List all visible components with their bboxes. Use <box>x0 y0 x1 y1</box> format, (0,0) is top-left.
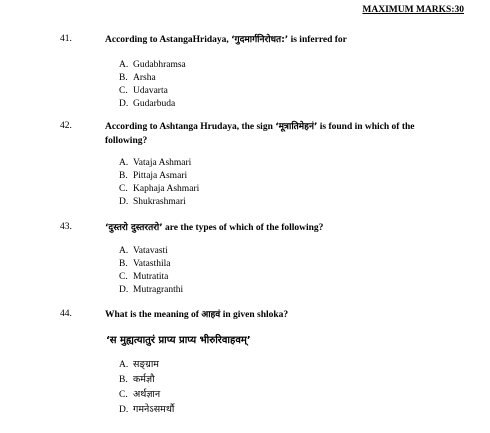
question-text <box>105 309 465 323</box>
option-a[interactable] <box>119 357 174 372</box>
options-list <box>119 59 186 111</box>
option-b[interactable] <box>119 372 174 387</box>
question-text-post: is found in which of the following? <box>105 122 415 146</box>
question-text <box>105 222 465 236</box>
option-a[interactable] <box>119 245 183 258</box>
option-letter: C. <box>119 86 128 96</box>
question-number: 42. <box>60 121 72 131</box>
option-text: Mutragranthi <box>133 285 184 295</box>
option-text: अर्थज्ञान <box>133 389 161 400</box>
question-text-post: in given shloka? <box>220 310 289 320</box>
option-text: Gudarbuda <box>133 99 176 109</box>
option-text: Gudabhramsa <box>133 60 186 70</box>
option-a[interactable] <box>119 59 186 72</box>
option-letter: A. <box>119 246 129 256</box>
question-sanskrit-term: ‘गुदमार्गनिरोधत:’ <box>231 35 289 45</box>
option-letter: A. <box>119 158 129 168</box>
question-text-post: are the types of which of the following? <box>162 223 324 233</box>
question-text <box>105 121 435 148</box>
question-text-post: is inferred for <box>288 35 347 45</box>
option-c[interactable] <box>119 183 199 196</box>
option-letter: A. <box>119 60 129 70</box>
shloka-text: ‘स मुह्यत्यातुरं प्राप्य प्राप्य भीरुरिवाहवम्’ <box>106 335 251 346</box>
option-c[interactable] <box>119 387 174 402</box>
question-number: 43. <box>60 222 72 232</box>
option-c[interactable] <box>119 271 183 284</box>
option-letter: B. <box>119 375 128 385</box>
option-text: कर्मज्ञौ <box>133 374 155 385</box>
option-letter: C. <box>119 390 128 400</box>
option-b[interactable] <box>119 170 199 183</box>
option-d[interactable] <box>119 284 183 297</box>
question-sanskrit-term: ‘मूत्रातिमेहनं’ <box>275 122 318 132</box>
option-text: Vatavasti <box>133 246 168 256</box>
option-c[interactable] <box>119 85 186 98</box>
options-list <box>119 357 174 417</box>
option-text: Mutratita <box>133 272 169 282</box>
option-d[interactable] <box>119 196 199 209</box>
question-text-pre: What is the meaning of <box>105 310 202 320</box>
option-letter: D. <box>119 285 129 295</box>
option-letter: D. <box>119 197 129 207</box>
option-letter: D. <box>119 99 129 109</box>
question-text-pre: According to Ashtanga Hrudaya, the sign <box>105 122 276 132</box>
option-text: Kaphaja Ashmari <box>133 184 200 194</box>
question-number: 41. <box>60 34 72 44</box>
option-a[interactable] <box>119 157 199 170</box>
option-b[interactable] <box>119 258 183 271</box>
option-text: Shukrashmari <box>133 197 186 207</box>
option-text: Vataja Ashmari <box>133 158 192 168</box>
options-list <box>119 245 183 297</box>
option-letter: D. <box>119 405 129 415</box>
option-letter: B. <box>119 259 128 269</box>
option-letter: C. <box>119 272 128 282</box>
question-text-pre: According to AstangaHridaya, <box>105 35 232 45</box>
question-text <box>105 34 465 48</box>
option-d[interactable] <box>119 402 174 417</box>
option-letter: B. <box>119 171 128 181</box>
option-b[interactable] <box>119 72 186 85</box>
option-text: Vatasthila <box>133 259 171 269</box>
option-letter: B. <box>119 73 128 83</box>
option-text: गमनेऽसमर्थौ <box>133 404 175 415</box>
option-letter: A. <box>119 360 129 370</box>
option-text: सङ्ग्राम <box>133 359 159 370</box>
option-text: Udavarta <box>133 86 168 96</box>
max-marks-header: MAXIMUM MARKS:30 <box>362 5 464 15</box>
option-text: Arsha <box>133 73 156 83</box>
option-d[interactable] <box>119 98 186 111</box>
question-number: 44. <box>60 309 72 319</box>
options-list <box>119 157 199 209</box>
option-letter: C. <box>119 184 128 194</box>
question-sanskrit-term: आहवं <box>201 310 221 320</box>
option-text: Pittaja Asmari <box>133 171 188 181</box>
question-sanskrit-term: ‘दुस्तरो दुस्तरतरो’ <box>105 223 163 233</box>
